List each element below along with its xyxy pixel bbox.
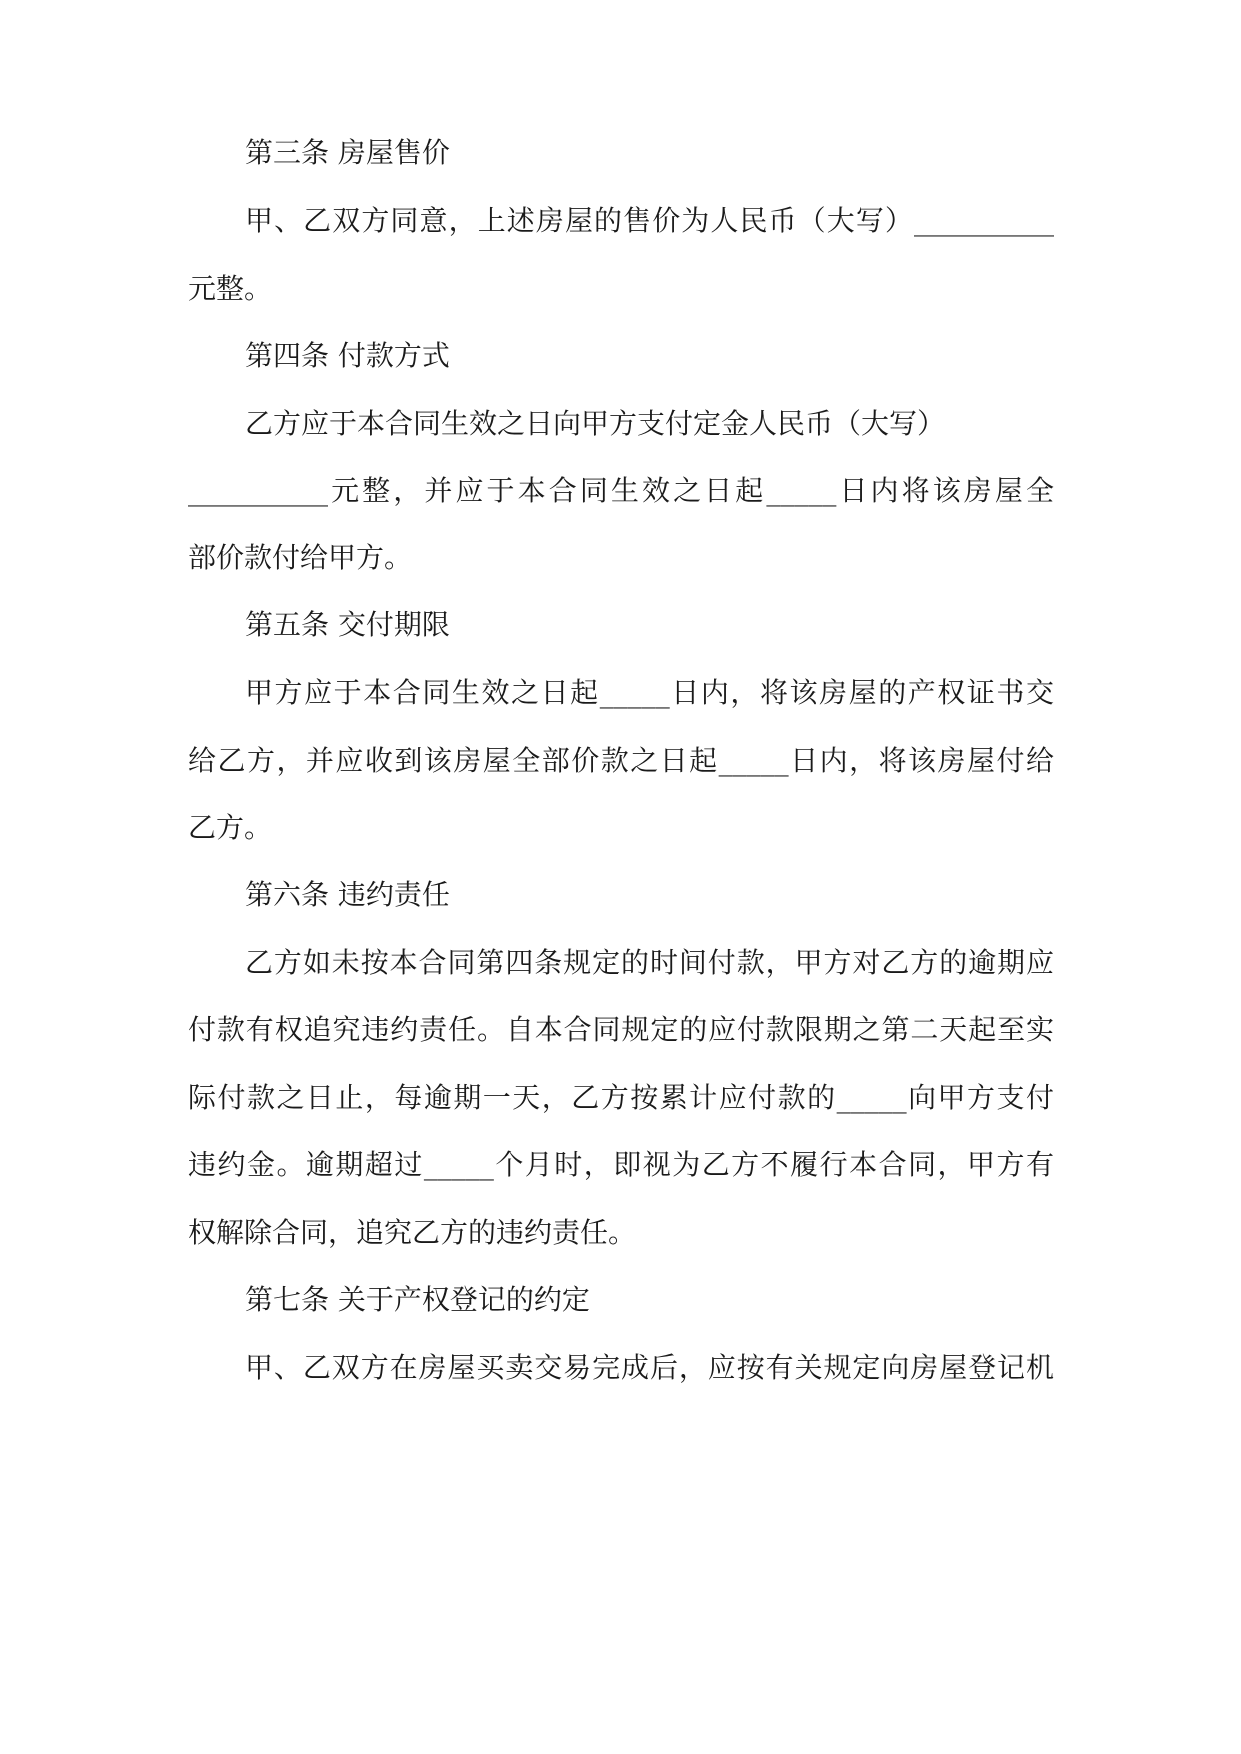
article-4-text-line-3: 部价款付给甲方。 bbox=[188, 541, 413, 574]
article-5-heading: 第五条 交付期限 bbox=[245, 608, 450, 641]
article-6-text-line-4: 违约金。逾期超过_____个月时，即视为乙方不履行本合同，甲方有 bbox=[188, 1148, 1054, 1181]
article-6-heading: 第六条 违约责任 bbox=[245, 878, 450, 911]
article-7-heading: 第七条 关于产权登记的约定 bbox=[245, 1283, 590, 1316]
article-5-text-line-1: 甲方应于本合同生效之日起_____日内，将该房屋的产权证书交 bbox=[245, 676, 1054, 709]
article-6-text-line-5: 权解除合同，追究乙方的违约责任。 bbox=[188, 1216, 637, 1249]
article-3-text-line-2: 元整。 bbox=[188, 272, 273, 305]
article-7-text-line-1: 甲、乙双方在房屋买卖交易完成后，应按有关规定向房屋登记机 bbox=[245, 1351, 1054, 1384]
article-3-text-line-1: 甲、乙双方同意，上述房屋的售价为人民币（大写）__________ bbox=[245, 204, 1054, 237]
article-6-text-line-3: 际付款之日止，每逾期一天，乙方按累计应付款的_____向甲方支付 bbox=[188, 1081, 1054, 1114]
article-5-text-line-3: 乙方。 bbox=[188, 811, 273, 844]
article-4-heading: 第四条 付款方式 bbox=[245, 339, 450, 372]
article-6-text-line-2: 付款有权追究违约责任。自本合同规定的应付款限期之第二天起至实 bbox=[188, 1013, 1054, 1046]
article-4-text-line-2: __________元整，并应于本合同生效之日起_____日内将该房屋全 bbox=[188, 474, 1054, 507]
article-6-text-line-1: 乙方如未按本合同第四条规定的时间付款，甲方对乙方的逾期应 bbox=[245, 946, 1054, 979]
article-5-text-line-2: 给乙方，并应收到该房屋全部价款之日起_____日内，将该房屋付给 bbox=[188, 744, 1054, 777]
article-3-heading: 第三条 房屋售价 bbox=[245, 136, 450, 169]
article-4-text-line-1: 乙方应于本合同生效之日向甲方支付定金人民币（大写） bbox=[245, 407, 946, 440]
